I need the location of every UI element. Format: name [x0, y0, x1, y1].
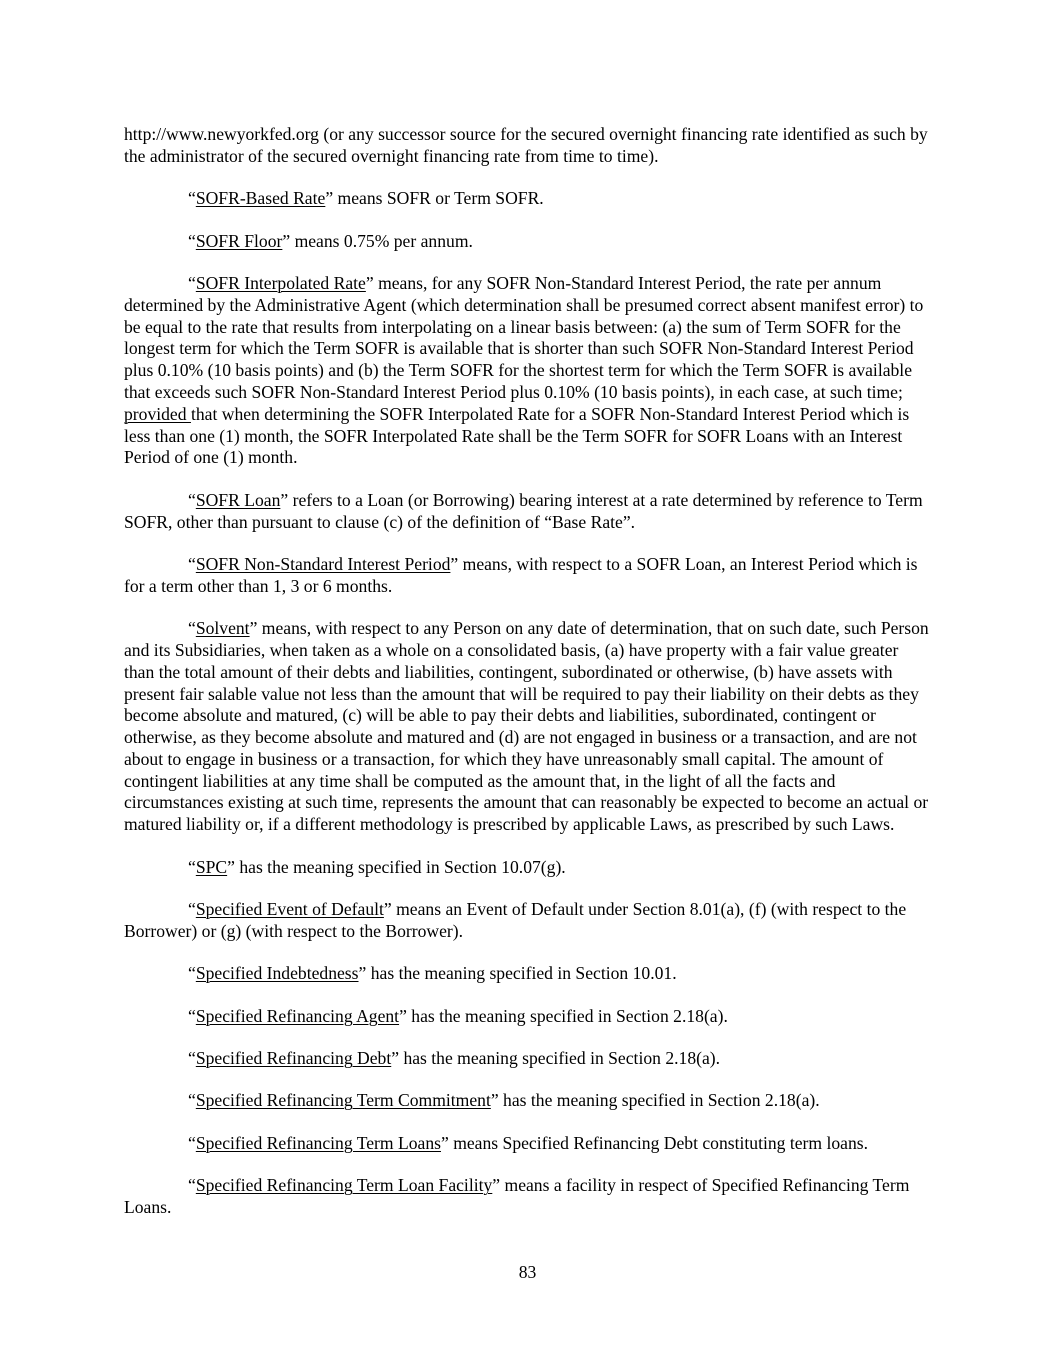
definition-text: ” refers to a Loan (or Borrowing) bearing interest at a rate determined by reference to Term SOFR, other than pursuant to clause (c) of the definition of “Base Rate”. [124, 489, 923, 532]
open-quote: “ [188, 230, 196, 251]
definition-sofr-floor [124, 231, 930, 253]
open-quote: “ [188, 1005, 196, 1026]
definition-specified-refinancing-debt [124, 1048, 930, 1070]
defined-term: Specified Refinancing Term Loans [195, 1132, 441, 1153]
definition-text-continued: that when determining the SOFR Interpolated Rate for a SOFR Non-Standard Interest Period which is less than one (1) month, the SOFR Interpolated Rate shall be the Term SOFR for SOFR Loans with an Interest Period of one (1) month. [124, 403, 910, 468]
defined-term: SOFR Interpolated Rate [195, 272, 366, 293]
definition-specified-event-of-default [124, 899, 930, 943]
definition-sofr-loan [124, 490, 930, 534]
open-quote: “ [188, 1132, 196, 1153]
definition-text: ” has the meaning specified in Section 2.18(a). [490, 1090, 820, 1111]
definition-spc [124, 857, 930, 879]
definition-text: ” means 0.75% per annum. [282, 230, 473, 251]
defined-term: Solvent [195, 618, 250, 639]
open-quote: “ [188, 553, 196, 574]
definition-text: ” means a facility in respect of Specified Refinancing Term Loans. [124, 1175, 910, 1217]
definition-text: ” has the meaning specified in Section 10.01. [358, 963, 677, 984]
defined-term: SOFR Floor [195, 230, 283, 251]
defined-term: Specified Refinancing Debt [195, 1048, 392, 1069]
intro-paragraph [124, 124, 930, 168]
defined-term: SOFR-Based Rate [195, 188, 326, 209]
definition-text: ” means an Event of Default under Section 8.01(a), (f) (with respect to the Borrower) or (g) (with respect to the Borrower). [124, 899, 907, 941]
defined-term: SOFR Loan [195, 489, 281, 510]
open-quote: “ [188, 188, 196, 209]
defined-term: SOFR Non-Standard Interest Period [195, 553, 451, 574]
defined-term: Specified Refinancing Term Commitment [195, 1090, 491, 1111]
open-quote: “ [188, 856, 196, 877]
definition-specified-refinancing-term-loan-facility [124, 1175, 930, 1219]
definition-specified-refinancing-agent [124, 1006, 930, 1028]
open-quote: “ [188, 899, 196, 920]
open-quote: “ [188, 272, 196, 293]
defined-term: Specified Indebtedness [195, 963, 359, 984]
defined-term: Specified Refinancing Agent [195, 1005, 400, 1026]
open-quote: “ [188, 1048, 196, 1069]
definition-text: ” means, with respect to any Person on any date of determination, that on such date, such Person and its Subsidiaries, when taken as a whole on a consolidated basis, (a) have property with a fair value greater than the total amount of their debts and liabilities, contingent, subordinated or otherwise, (b) have assets with present fair salable value not less than the amount that will be required to pay their liability on their debts as they become absolute and matured, (c) will be able to pay their debts and liabilities, subordinated, contingent or otherwise, as they become absolute and matured and (d) are not engaged in business or a transaction, and are not about to engage in business or a transaction, for which they have unreasonably small capital. The amount of contingent liabilities at any time shall be computed as the amount that, in the light of all the facts and circumstances existing at such time, represents the amount that can reasonably be expected to become an actual or matured liability or, if a different methodology is prescribed by applicable Laws, as prescribed by such Laws. [124, 618, 929, 835]
definition-text: ” means Specified Refinancing Debt constituting term loans. [440, 1132, 869, 1153]
defined-term: Specified Event of Default [195, 899, 384, 920]
definition-specified-indebtedness [124, 963, 930, 985]
intro-text: http://www.newyorkfed.org (or any successor source for the secured overnight financing rate identified as such by the administrator of the secured overnight financing rate from time to time). [124, 124, 928, 166]
definition-specified-refinancing-term-commitment [124, 1090, 930, 1112]
definition-sofr-interpolated-rate [124, 273, 930, 469]
definition-sofr-based-rate [124, 188, 930, 210]
definition-text: ” has the meaning specified in Section 2.18(a). [391, 1048, 721, 1069]
definition-text: ” means, for any SOFR Non-Standard Interest Period, the rate per annum determined by the Administrative Agent (which determination shall be presumed correct absent manifest error) to be equal to the rate that results from interpolating on a linear basis between: (a) the sum of Term SOFR for the longest term for which the Term SOFR is available that is shorter than such SOFR Non-Standard Interest Period plus 0.10% (10 basis points) and (b) the Term SOFR for the shortest term for which the Term SOFR is available that exceeds such SOFR Non-Standard Interest Period plus 0.10% (10 basis points), in each case, at such time; [124, 272, 924, 402]
open-quote: “ [188, 1090, 196, 1111]
document-page [124, 124, 930, 1239]
open-quote: “ [188, 963, 196, 984]
defined-term: Specified Refinancing Term Loan Facility [195, 1175, 493, 1196]
definition-text: ” means, with respect to a SOFR Loan, an Interest Period which is for a term other than 1, 3 or 6 months. [124, 553, 918, 596]
open-quote: “ [188, 1175, 196, 1196]
provided-term: provided [124, 403, 191, 424]
definition-text: ” has the meaning specified in Section 2.18(a). [399, 1005, 728, 1026]
definition-solvent [124, 618, 930, 836]
open-quote: “ [188, 618, 196, 639]
open-quote: “ [188, 489, 196, 510]
definition-text: ” means SOFR or Term SOFR. [325, 188, 544, 209]
definition-text: ” has the meaning specified in Section 10.07(g). [227, 856, 566, 877]
definition-sofr-non-standard-interest-period [124, 554, 930, 598]
defined-term: SPC [195, 856, 228, 877]
page-number: 83 [518, 1262, 537, 1282]
definition-specified-refinancing-term-loans [124, 1133, 930, 1155]
